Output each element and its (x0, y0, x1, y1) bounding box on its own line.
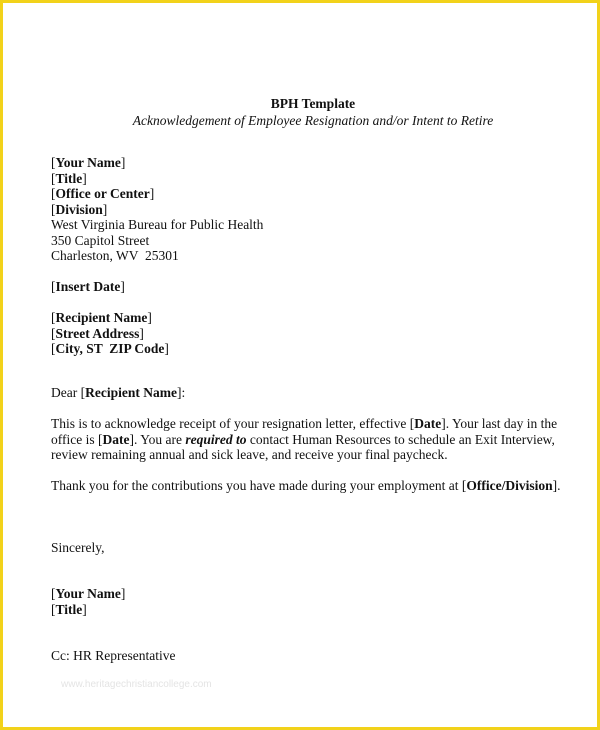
sender-street: 350 Capitol Street (51, 232, 150, 248)
cc-line: Cc: HR Representative (51, 648, 176, 663)
p1-text-d: contact Human Resources to schedule an Exit Interview, review remaining annual and sick leave, and receive your final paycheck. (51, 431, 555, 462)
cc-block (51, 648, 175, 664)
letter-page (3, 3, 597, 727)
recipient-block: [Recipient Name] [Street Address] [City, ST ZIP Code] (51, 310, 169, 356)
p1-text-b: . Your last day in the office is (51, 416, 558, 447)
salutation: Dear [Recipient Name]: (51, 385, 186, 400)
closing (51, 540, 104, 556)
closing-text: Sincerely, (51, 540, 105, 555)
body-paragraph-2: Thank you for the contributions you have made during your employment at [Office/Division]. (51, 478, 561, 493)
signature-name: Your Name (55, 586, 121, 601)
signature-title: Title (55, 601, 83, 617)
sender-division: Division (55, 201, 103, 217)
title-block (3, 95, 600, 129)
office-division: Office/Division (466, 478, 553, 493)
recipient-city: City, ST ZIP Code (55, 341, 165, 356)
p2-text-a: Thank you for the contributions you have made during your employment at (51, 478, 462, 493)
document-subtitle: Acknowledgement of Employee Resignation and/or Intent to Retire (132, 113, 494, 128)
watermark: www.heritagechristiancollege.com (61, 679, 212, 690)
sender-office: Office or Center (55, 186, 150, 201)
p1-text-c: . You are (134, 431, 186, 447)
sender-city: Charleston, WV 25301 (51, 248, 179, 263)
recipient-name: Recipient Name (55, 310, 148, 325)
p2-text-b: . (557, 478, 561, 493)
required-emphasis: required to (185, 431, 247, 447)
last-day-date: Date (102, 431, 130, 447)
body-paragraph-1: This is to acknowledge receipt of your resignation letter, effective [Date]. Your last day in the office is [Date]. You are required to contact Human Resources to schedule an Exit Interview, review remaining annual and sick leave, and receive your final paycheck. (51, 416, 558, 462)
p1-text-a: This is to acknowledge receipt of your resignation letter, effective (51, 416, 410, 431)
salutation-suffix: : (181, 385, 186, 400)
effective-date: Date (414, 416, 442, 431)
letter-date: Insert Date (55, 279, 121, 294)
sender-block: [Your Name] [Title] [Office or Center] [Division] West Virginia Bureau for Public Health 350 Capitol Street Charleston, WV 25301 (51, 155, 264, 263)
recipient-street: Street Address (55, 325, 140, 341)
sender-name: Your Name (55, 155, 121, 170)
signature-block: [Your Name] [Title] (51, 586, 126, 617)
salutation-name: Recipient Name (85, 385, 177, 400)
sender-title: Title (55, 170, 83, 186)
date-block: [Insert Date] (51, 279, 125, 294)
document-title: BPH Template (270, 96, 356, 111)
sender-org: West Virginia Bureau for Public Health (51, 217, 264, 232)
salutation-prefix: Dear (51, 385, 81, 400)
